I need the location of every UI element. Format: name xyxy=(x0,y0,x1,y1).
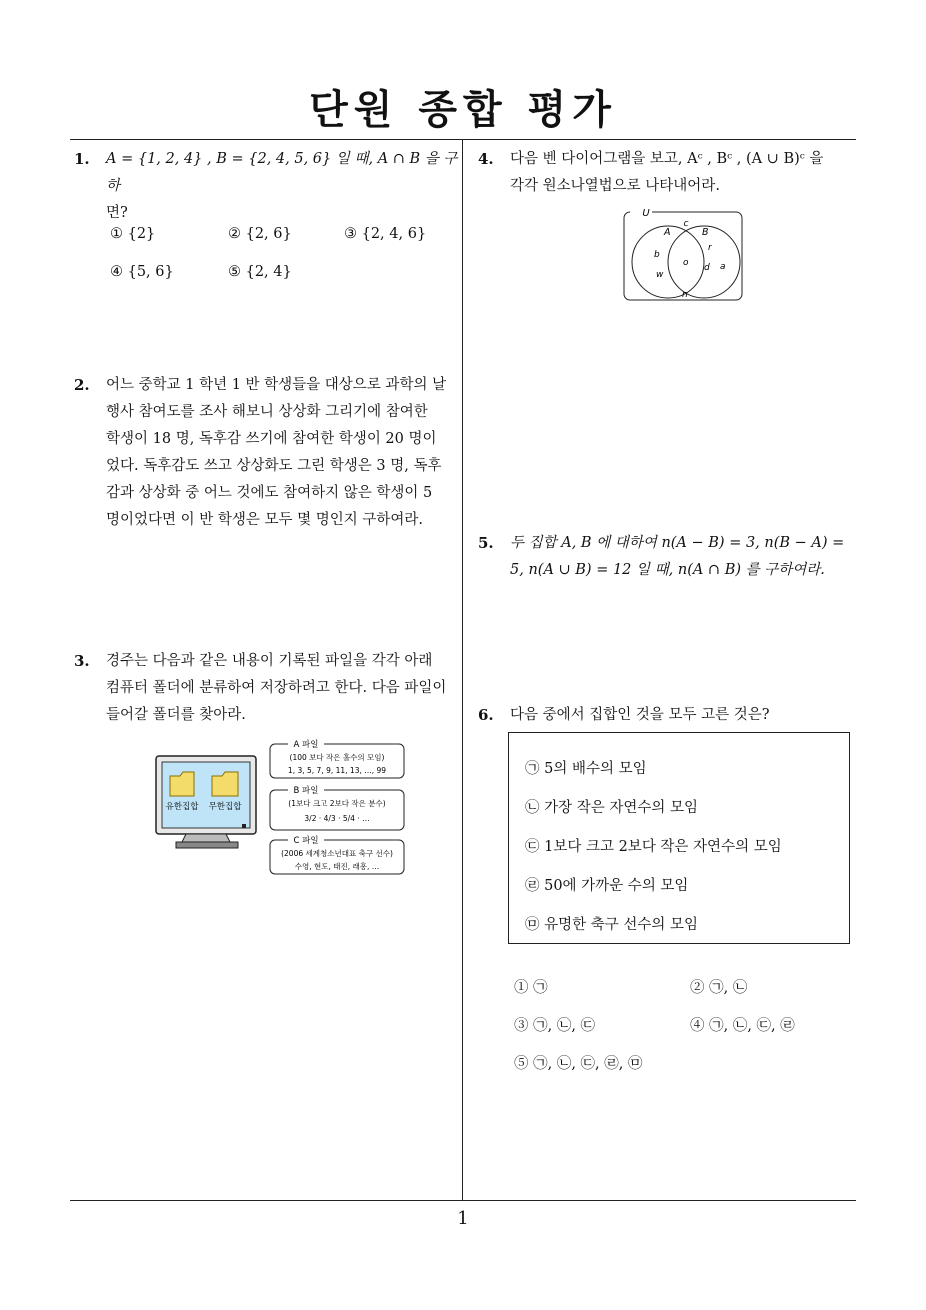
question-number: 6. xyxy=(478,706,494,724)
question-4 xyxy=(478,146,862,200)
question-text: 들어갈 폴더를 찾아라. xyxy=(106,707,246,723)
file-content: (100 보다 작은 홀수의 모임) xyxy=(289,753,385,762)
q3-figure xyxy=(150,738,412,880)
question-text: 어느 중학교 1 학년 1 반 학생들을 대상으로 과학의 날 xyxy=(106,377,447,393)
statement-item: ㉠ 5의 배수의 모임 xyxy=(525,761,647,777)
question-text: 면? xyxy=(106,205,128,221)
question-text: 경주는 다음과 같은 내용이 기록된 파일을 각각 아래 xyxy=(106,653,433,669)
choice-5[interactable]: ⑤ ㉠, ㉡, ㉢, ㉣, ㉤ xyxy=(514,1056,643,1072)
element: n xyxy=(682,290,688,300)
question-text: 컴퓨터 폴더에 분류하여 저장하려고 한다. 다음 파일이 xyxy=(106,680,447,696)
choice-1[interactable]: ① ㉠ xyxy=(514,980,548,996)
folder-icon xyxy=(170,772,194,796)
page-title: 단원 종합 평가 xyxy=(309,87,617,133)
file-name: C 파일 xyxy=(293,836,319,846)
question-number: 2. xyxy=(74,376,90,394)
file-c xyxy=(270,834,404,874)
footer-divider xyxy=(70,1200,856,1201)
file-content: 1, 3, 5, 7, 9, 11, 13, …, 99 xyxy=(287,766,387,775)
choice-4[interactable]: ④ ㉠, ㉡, ㉢, ㉣ xyxy=(690,1018,795,1034)
element: o xyxy=(683,258,689,268)
universe-label: U xyxy=(642,208,650,219)
choice-2[interactable]: ② {2, 6} xyxy=(228,226,292,242)
element: c xyxy=(683,219,689,229)
folder-label-infinite: 무한집합 xyxy=(208,802,242,812)
file-content: 3/2 · 4/3 · 5/4 · … xyxy=(304,814,370,823)
question-text: 었다. 독후감도 쓰고 상상화도 그린 학생은 3 명, 독후 xyxy=(106,458,442,474)
question-number: 3. xyxy=(74,652,90,670)
question-5 xyxy=(478,530,862,584)
question-text: 명이었다면 이 반 학생은 모두 몇 명인지 구하여라. xyxy=(106,512,424,528)
statement-item: ㉤ 유명한 축구 선수의 모임 xyxy=(525,917,699,933)
venn-diagram xyxy=(622,204,746,304)
question-number: 4. xyxy=(478,150,494,168)
statement-item: ㉣ 50에 가까운 수의 모임 xyxy=(525,878,689,894)
question-text: A = {1, 2, 4} , B = {2, 4, 5, 6} 일 때, A ∩ B 을 구하 xyxy=(106,151,458,194)
question-text: 다음 중에서 집합인 것을 모두 고른 것은? xyxy=(510,707,770,723)
page-number: 1 xyxy=(457,1208,469,1229)
file-content: (1보다 크고 2보다 작은 분수) xyxy=(288,799,386,808)
question-text: 감과 상상화 중 어느 것에도 참여하지 않은 학생이 5 xyxy=(106,485,433,501)
question-6 xyxy=(478,702,862,729)
element: a xyxy=(720,262,726,272)
statement-item: ㉢ 1보다 크고 2보다 작은 자연수의 모임 xyxy=(525,839,782,855)
statement-item: ㉡ 가장 작은 자연수의 모임 xyxy=(525,800,699,816)
element: r xyxy=(708,243,712,253)
folder-label-finite: 유한집합 xyxy=(165,802,199,812)
file-content: (2006 세계청소년대표 축구 선수) xyxy=(281,849,393,858)
question-text: 각각 원소나열법으로 나타내어라. xyxy=(510,178,720,194)
set-b-label: B xyxy=(702,227,709,238)
choice-2[interactable]: ② ㉠, ㉡ xyxy=(690,980,748,996)
question-2 xyxy=(74,372,464,534)
choice-4[interactable]: ④ {5, 6} xyxy=(110,264,174,280)
question-1 xyxy=(74,146,464,227)
choice-3[interactable]: ③ ㉠, ㉡, ㉢ xyxy=(514,1018,596,1034)
header-divider xyxy=(70,139,856,140)
element: w xyxy=(656,270,664,280)
question-number: 5. xyxy=(478,534,494,552)
question-3 xyxy=(74,648,464,729)
question-text: 두 집합 A, B 에 대하여 n(A − B) = 3, n(B − A) = xyxy=(510,535,845,551)
question-text: 다음 벤 다이어그램을 보고, Aᶜ , Bᶜ , (A ∪ B)ᶜ 을 xyxy=(510,151,824,167)
question-text: 5, n(A ∪ B) = 12 일 때, n(A ∩ B) 를 구하여라. xyxy=(510,562,825,578)
choice-5[interactable]: ⑤ {2, 4} xyxy=(228,264,292,280)
element: d xyxy=(704,263,710,273)
folder-icon xyxy=(212,772,238,796)
question-text: 학생이 18 명, 독후감 쓰기에 참여한 학생이 20 명이 xyxy=(106,431,437,447)
choice-3[interactable]: ③ {2, 4, 6} xyxy=(344,226,427,242)
file-a xyxy=(270,738,404,778)
file-content: 수영, 현도, 태진, 래흥, … xyxy=(294,862,380,871)
file-b xyxy=(270,784,404,830)
element: b xyxy=(654,250,660,260)
question-text: 행사 참여도를 조사 해보니 상상화 그리기에 참여한 xyxy=(106,404,428,420)
q6-statement-box xyxy=(508,732,850,944)
file-name: B 파일 xyxy=(293,786,319,796)
file-name: A 파일 xyxy=(293,740,319,750)
set-a-label: A xyxy=(664,227,671,238)
choice-1[interactable]: ① {2} xyxy=(110,226,156,242)
question-number: 1. xyxy=(74,150,90,168)
